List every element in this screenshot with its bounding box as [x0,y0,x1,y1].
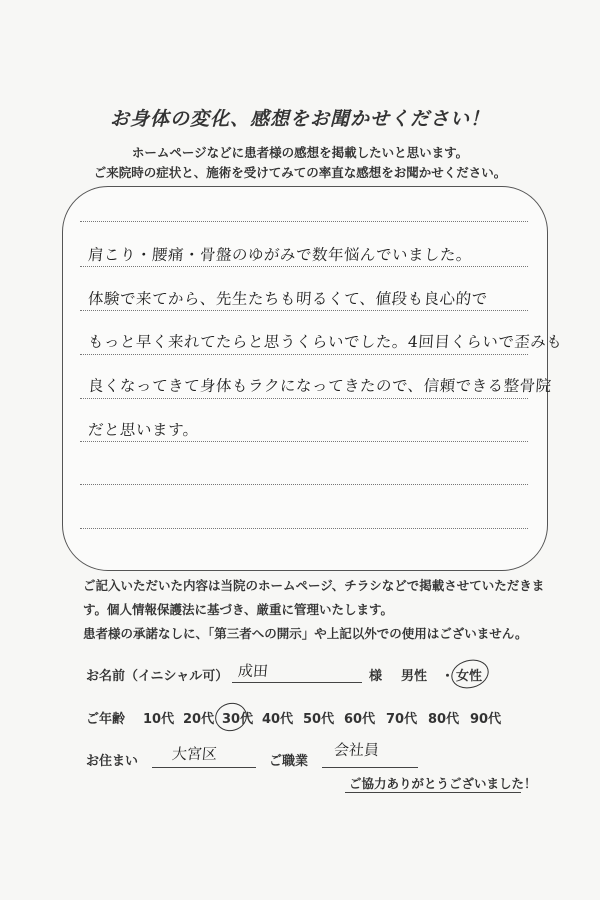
age-option-30: 30代 [222,712,254,727]
age-option-40: 40代 [262,712,294,727]
comment-line-1: 肩こり・腰痛・骨盤のゆがみで数年悩んでいました。 [87,246,473,264]
name-underline [232,682,362,683]
gender-separator: ・ [441,669,455,684]
comment-line-5: だと思います。 [87,421,200,439]
comment-line-3: もっと早く来れてたらと思うくらいでした。4回目くらいで歪みも [87,333,563,351]
age-option-50: 50代 [303,712,335,727]
age-circle-mark [212,699,250,734]
age-label: ご年齢 [86,712,126,727]
comment-line-4: 良くなってきて身体もラクになってきたので、信頼できる整骨院 [87,377,553,395]
age-option-60: 60代 [344,712,376,727]
ruled-line [80,484,528,485]
age-option-70: 70代 [386,712,418,727]
notice-line-1: ご記入いただいた内容は当院のホームページ、チラシなどで掲載させていただきま [83,578,545,593]
ruled-line [80,221,528,222]
age-option-90: 90代 [470,712,502,727]
ruled-line [80,310,528,311]
ruled-line [80,441,528,442]
address-value: 大宮区 [171,745,218,763]
gender-male: 男性 [401,669,428,684]
gender-female: 女性 [456,669,483,684]
name-value: 成田 [237,662,269,680]
job-label: ご職業 [269,754,309,769]
job-value: 会社員 [333,741,380,759]
age-option-80: 80代 [428,712,460,727]
faint-mark [330,651,338,662]
comment-line-2: 体験で来てから、先生たちも明るくて、値段も良心的で [87,290,489,308]
page-title: お身体の変化、感想をお聞かせください！ [109,108,490,130]
intro-line-2: ご来院時の症状と、施術を受けてみての率直な感想をお聞かせください。 [93,165,507,180]
age-option-10: 10代 [143,712,175,727]
notice-line-2: す。個人情報保護法に基づき、厳重に管理いたします。 [83,602,394,617]
ruled-line [80,528,528,529]
ruled-line [80,398,528,399]
address-label: お住まい [86,754,139,769]
honorific: 様 [369,669,383,684]
address-underline [152,767,256,768]
ruled-line [80,266,528,267]
age-option-20: 20代 [183,712,215,727]
ruled-line [80,354,528,355]
job-underline [322,767,418,768]
female-circle-mark [448,656,492,693]
notice-line-3: 患者様の承諾なしに、「第三者への開示」や上記以外での使用はございません。 [83,626,528,641]
intro-line-1: ホームページなどに患者様の感想を掲載したいと思います。 [131,145,469,160]
name-label: お名前（イニシャル可） [86,669,229,684]
thanks-underline [345,792,521,793]
thanks-message: ご協力ありがとうございました！ [349,776,537,791]
